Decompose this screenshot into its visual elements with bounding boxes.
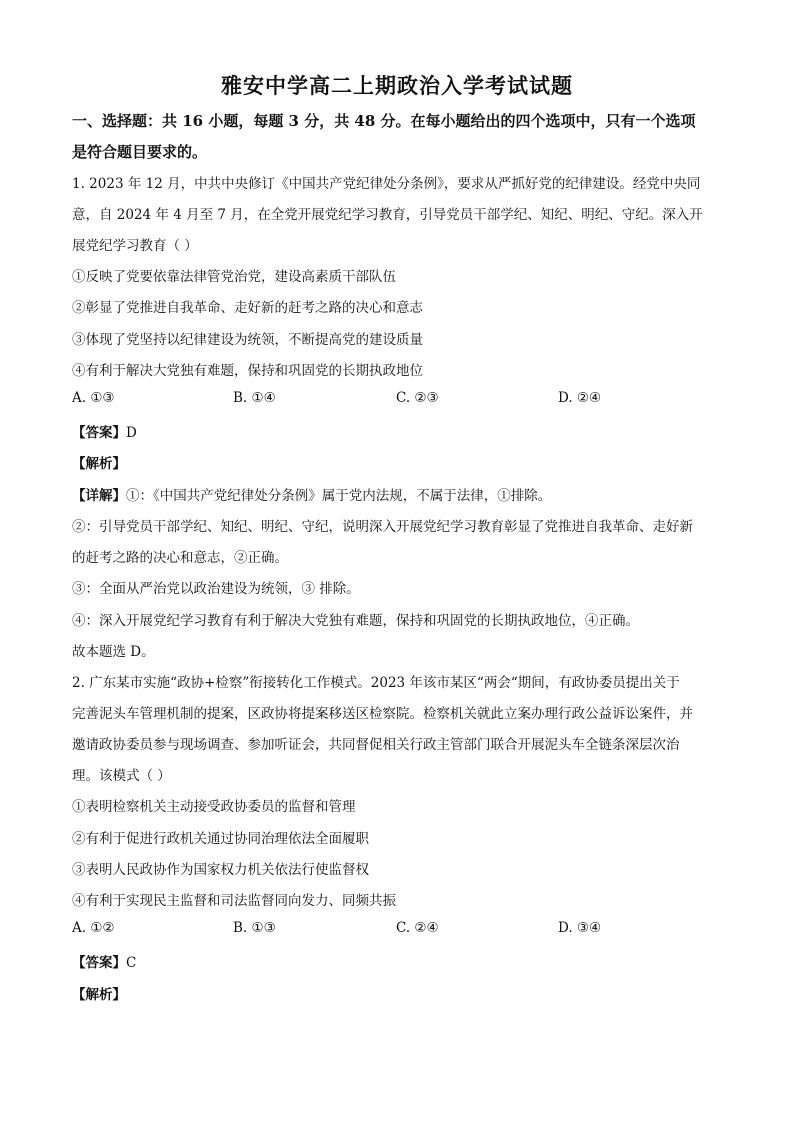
q1-option-a: A. ①③ xyxy=(72,390,115,406)
q1-statement-3: ③体现了党坚持以纪律建设为统领，不断提高党的建设质量 xyxy=(72,332,423,348)
q1-detail-line-1 xyxy=(72,484,551,504)
q2-options xyxy=(72,920,732,940)
q2-analysis-label: 【解析】 xyxy=(72,987,126,1003)
q2-option-b: B. ①③ xyxy=(233,920,276,936)
q1-options xyxy=(72,390,732,410)
q1-statement-2: ②彰显了党推进自我革命、走好新的赶考之路的决心和意志 xyxy=(72,300,423,316)
q1-statement-4: ④有利于解决大党独有难题，保持和巩固党的长期执政地位 xyxy=(72,363,423,379)
q1-answer-value: D xyxy=(126,425,137,441)
q2-option-c: C. ②④ xyxy=(396,920,439,936)
q2-answer xyxy=(72,951,136,971)
q1-detail-line-5: ④：深入开展党纪学习教育有利于解决大党独有难题，保持和巩固党的长期执政地位，④正确。 xyxy=(72,613,639,629)
q1-detail-line-6: 故本题选 D。 xyxy=(72,644,155,660)
q1-detail-line-3: 的赶考之路的决心和意志，②正确。 xyxy=(72,550,288,566)
section-line-1: 一、选择题：共 16 小题，每题 3 分，共 48 分。在每小题给出的四个选项中，只有一个选项 xyxy=(72,112,696,130)
q1-detail-text-1: ①：《中国共产党纪律处分条例》属于党内法规，不属于法律，①排除。 xyxy=(126,488,552,504)
q2-stem-line-4: 理。该模式（ ） xyxy=(72,768,171,784)
q1-detail-line-4: ③：全面从严治党以政治建设为统领，③ 排除。 xyxy=(72,581,360,597)
q2-stem-line-3: 邀请政协委员参与现场调查、参加听证会，共同督促相关行政主管部门联合开展泥头车全链条深层次治 xyxy=(72,737,680,753)
q1-answer xyxy=(72,421,137,441)
q2-answer-label: 【答案】 xyxy=(72,955,126,971)
q1-stem-line-2: 意，自 2024 年 4 月至 7 月，在全党开展党纪学习教育，引导党员干部学纪、知纪、明纪、守纪。深入开 xyxy=(72,207,703,223)
page-title: 雅安中学高二上期政治入学考试试题 xyxy=(221,73,573,98)
q2-stem-line-1: 2. 广东某市实施“政协+检察”衔接转化工作模式。2023 年该市某区“两会“期间，有政协委员提出关于 xyxy=(72,675,680,691)
q2-statement-3: ③表明人民政协作为国家权力机关依法行使监督权 xyxy=(72,862,369,878)
q2-statement-4: ④有利于实现民主监督和司法监督同向发力、同频共振 xyxy=(72,893,396,909)
q1-statement-1: ①反映了党要依靠法律管党治党，建设高素质干部队伍 xyxy=(72,269,396,285)
q2-option-a: A. ①② xyxy=(72,920,115,936)
q1-stem-line-3: 展党纪学习教育（ ） xyxy=(72,238,198,254)
q1-analysis-label: 【解析】 xyxy=(72,456,126,472)
q1-option-b: B. ①④ xyxy=(233,390,276,406)
section-line-2: 是符合题目要求的。 xyxy=(72,143,208,161)
q1-detail-line-2: ②：引导党员干部学纪、知纪、明纪、守纪，说明深入开展党纪学习教育彰显了党推进自我革命、走好新 xyxy=(72,519,693,535)
q1-detail-label: 【详解】 xyxy=(72,488,126,504)
q2-answer-value: C xyxy=(126,955,137,971)
q1-option-d: D. ②④ xyxy=(558,390,602,406)
q1-stem-line-1: 1. 2023 年 12 月，中共中央修订《中国共产党纪律处分条例》，要求从严抓好党的纪律建设。经党中央同 xyxy=(72,176,701,192)
section-instructions xyxy=(72,106,732,168)
q2-stem-line-2: 完善泥头车管理机制的提案，区政协将提案移送区检察院。检察机关就此立案办理行政公益诉讼案件，并 xyxy=(72,706,693,722)
q2-option-d: D. ③④ xyxy=(558,920,602,936)
q1-answer-label: 【答案】 xyxy=(72,425,126,441)
q2-statement-2: ②有利于促进行政机关通过协同治理依法全面履职 xyxy=(72,831,369,847)
q1-option-c: C. ②③ xyxy=(396,390,439,406)
q2-statement-1: ①表明检察机关主动接受政协委员的监督和管理 xyxy=(72,799,356,815)
